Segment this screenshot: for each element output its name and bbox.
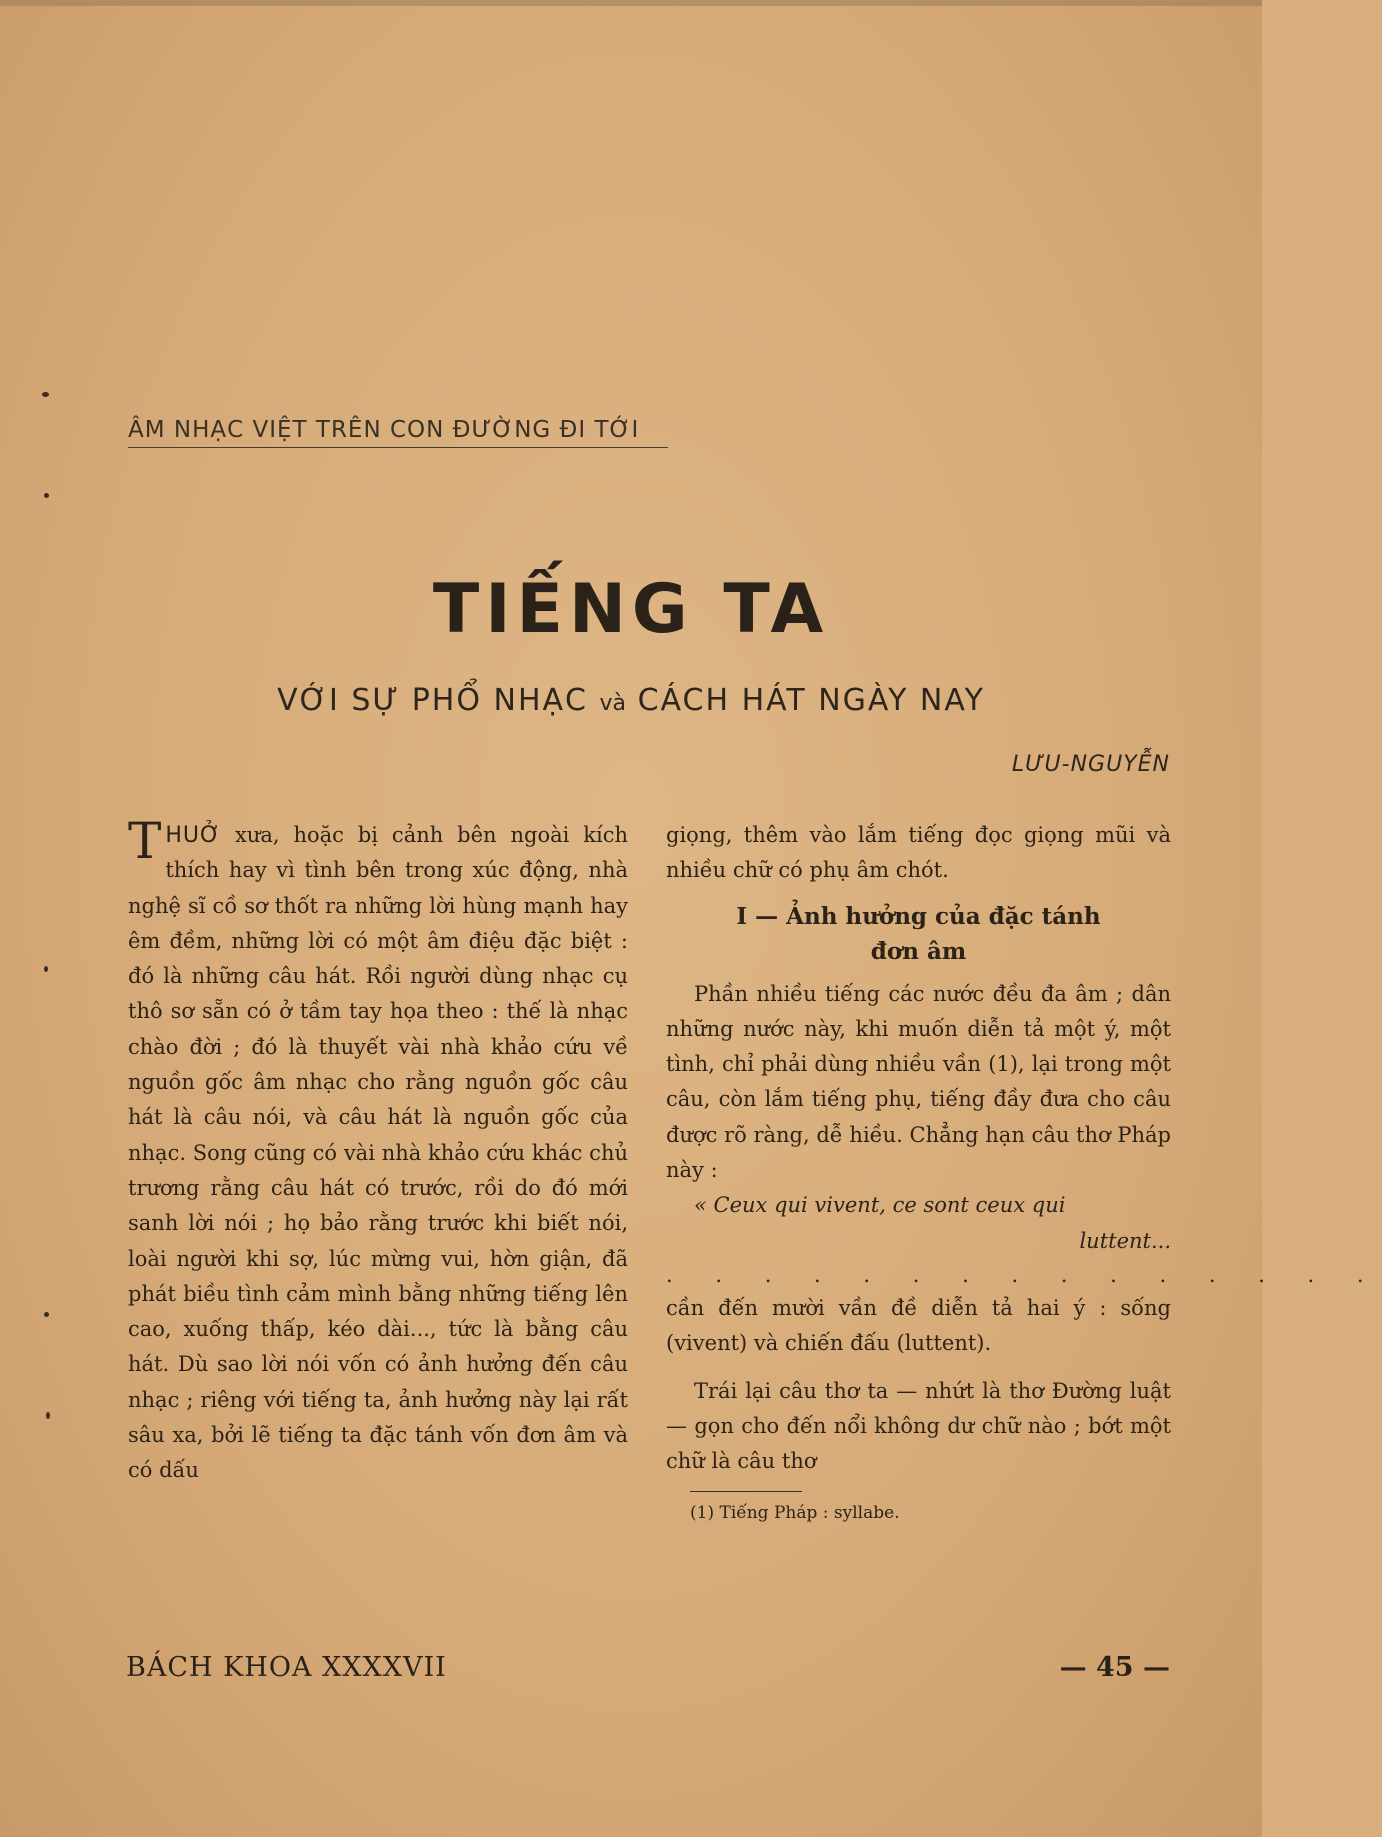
lead-in: HUỞ (165, 823, 222, 848)
paragraph-3: Trái lại câu thơ ta — nhứt là thơ Đường luật — gọn cho đến nổi không dư chữ nào ; bớt một chữ là câu thơ (666, 1378, 1171, 1474)
left-column (128, 812, 628, 1489)
section-heading-line1: I — Ảnh hưởng của đặc tánh (736, 902, 1101, 930)
paragraph-2: cần đến mười vần đề diễn tả hai ý : sống (vivent) và chiến đấu (luttent). (666, 1295, 1171, 1356)
subtitle-part1: VỚI SỰ PHỔ NHẠC (277, 683, 588, 718)
paper-speck (46, 1412, 50, 1419)
quote-line-2: luttent... (1079, 1228, 1171, 1253)
section-heading-line2: đơn âm (870, 937, 967, 965)
continuation-text: giọng, thêm vào lắm tiếng đọc giọng mũi và nhiều chữ có phụ âm chót. (666, 823, 1171, 883)
page-number: — 45 — (1059, 1652, 1170, 1683)
right-column (666, 818, 1382, 1526)
paragraph-spacer (666, 1362, 1171, 1374)
paper-speck (44, 1312, 49, 1317)
section-heading (666, 899, 1171, 969)
opening-paragraph (128, 812, 628, 1489)
paper-speck (42, 392, 49, 397)
subtitle-part2: CÁCH HÁT NGÀY NAY (637, 683, 985, 718)
author-byline: LƯU-NGUYỄN (1011, 752, 1170, 777)
page-top-edge (0, 0, 1262, 6)
drop-cap: T (128, 812, 162, 870)
footnote-rule (690, 1491, 802, 1492)
paper-speck (44, 966, 48, 972)
magazine-footer: BÁCH KHOA XXXXVII (126, 1652, 447, 1683)
series-heading: ÂM NHẠC VIỆT TRÊN CON ĐƯỜNG ĐI TỚI (128, 417, 668, 448)
article-title: TIẾNG TA (432, 570, 830, 649)
subtitle-conjunction: và (599, 691, 627, 716)
footnote: (1) Tiếng Pháp : syllabe. (690, 1503, 900, 1524)
article-subtitle (0, 683, 1262, 718)
quote-line-1: « Ceux qui vivent, ce sont ceux qui (694, 1193, 1066, 1218)
paper-speck (44, 493, 49, 498)
paragraph-1: Phần nhiều tiếng các nước đều đa âm ; dân những nước này, khi muốn diễn tả một ý, một tình, chỉ phải dùng nhiều vần (1), lại trong một câu, còn lắm tiếng phụ, tiếng đầy đưa cho câu được rõ ràng, dễ hiều. Chẳng hạn câu thơ Pháp này : (666, 981, 1171, 1183)
opening-text: xưa, hoặc bị cảnh bên ngoài kích thích hay vì tình bên trong xúc động, nhà nghệ sĩ cồ sơ thốt ra những lời hùng mạnh hay êm đềm, những lời có một âm điệu đặc biệt : đó là những câu hát. Rồi người dùng nhạc cụ thô sơ sẵn có ở tầm tay họa theo : thế là nhạc chào đời ; đó là thuyết vài nhà khảo cứu về nguồn gốc âm nhạc cho rằng nguồn gốc câu hát là câu nói, và câu hát là nguồn gốc của nhạc. Song cũng có vài nhà khảo cứu khác chủ trương rằng câu hát có trước, rồi do đó mới sanh lời nói ; họ bảo rằng trước khi biết nói, loài người khi sợ, lúc mừng vui, hờn giận, đã phát biều tình cảm mình bằng những tiếng lên cao, xuống thấp, kéo dài..., tức là bằng câu hát. Dù sao lời nói vốn có ảnh hưởng đến câu nhạc ; riêng với tiếng ta, ảnh hưởng này lại rất sâu xa, bởi lẽ tiếng ta đặc tánh vốn đơn âm và có dấu (128, 823, 628, 1483)
ellipsis-dots: . . . . . . . . . . . . . . . (666, 1262, 1382, 1287)
